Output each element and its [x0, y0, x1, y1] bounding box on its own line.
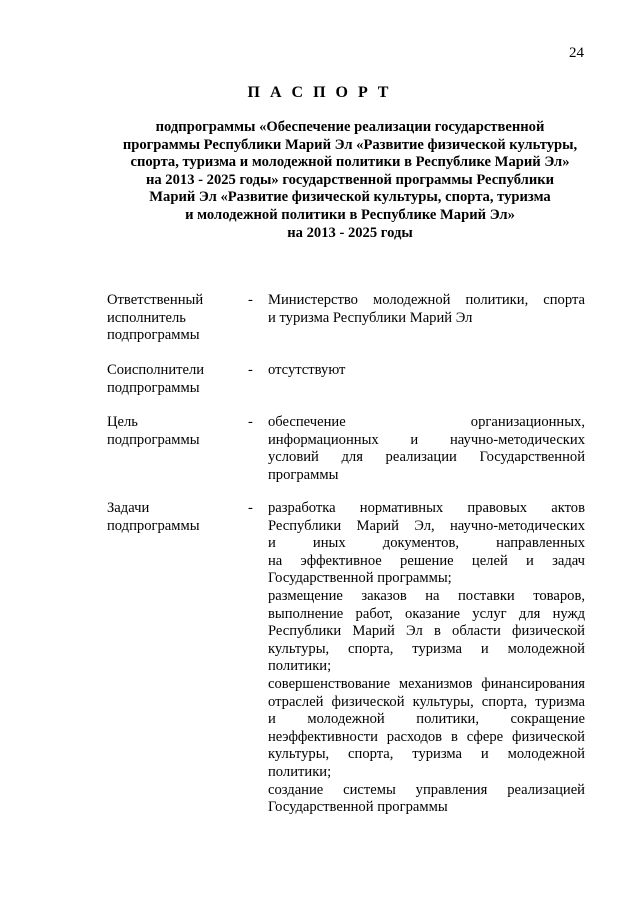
- row-value-line: культуры, спорта, туризма и молодежной: [268, 746, 585, 763]
- row-dash: -: [248, 500, 253, 516]
- row-value-line: отсутствуют: [268, 362, 346, 378]
- row-value-line: условий для реализации Государственной: [268, 449, 585, 466]
- subtitle-line: программы Республики Марий Эл «Развитие физической культуры,: [122, 136, 578, 153]
- row-value-line: политики;: [268, 763, 332, 780]
- row-value: [268, 414, 585, 484]
- row-label-line: подпрограммы: [107, 379, 200, 396]
- row-value-line: политики;: [268, 658, 332, 675]
- row-value-line: Республики Марий Эл в области физической: [268, 623, 585, 640]
- row-dash: -: [248, 414, 253, 430]
- page-title: П А С П О Р Т: [247, 84, 392, 101]
- row-value-line: и иных документов, направленных: [268, 535, 585, 552]
- row-value-line: Министерство молодежной политики, спорта: [268, 292, 585, 308]
- row-dash: -: [248, 362, 253, 378]
- row-label: [107, 414, 232, 449]
- row-value-line: и молодежной политики, сокращение: [268, 711, 585, 728]
- row-value-line: культуры, спорта, туризма и молодежной: [268, 640, 585, 657]
- row-value: [268, 362, 585, 380]
- row-value-line: программы: [268, 466, 339, 483]
- row-value-line: информационных и научно-методических: [268, 431, 585, 448]
- row-label-line: подпрограммы: [107, 431, 200, 448]
- row-value-line: совершенствование механизмов финансирования: [268, 675, 585, 692]
- row-label-line: Задачи: [107, 500, 150, 516]
- subtitle-line: на 2013 - 2025 годы» государственной программы Республики: [145, 171, 555, 188]
- subtitle-line: и молодежной политики в Республике Марий Эл»: [185, 206, 515, 223]
- page-number: 24: [569, 45, 584, 61]
- row-label: [107, 292, 232, 345]
- row-value-line: обеспечение организационных,: [268, 414, 585, 430]
- row-label-line: Ответственный: [107, 292, 204, 308]
- row-value-line: выполнение работ, оказание услуг для нужд: [268, 605, 585, 622]
- subtitle-line: подпрограммы «Обеспечение реализации государственной: [155, 119, 545, 135]
- row-value: [268, 500, 585, 817]
- subtitle-line: на 2013 - 2025 годы: [287, 224, 413, 241]
- row-label-line: Цель: [107, 414, 138, 430]
- row-value: [268, 292, 585, 327]
- row-value-line: Государственной программы: [268, 799, 448, 816]
- row-label-line: исполнитель: [107, 309, 186, 326]
- row-label-line: подпрограммы: [107, 327, 200, 344]
- row-label: [107, 362, 232, 397]
- row-value-line: Государственной программы;: [268, 570, 452, 587]
- row-value-line: неэффективности расходов в сфере физической: [268, 728, 585, 745]
- subtitle-line: Марий Эл «Развитие физической культуры, спорта, туризма: [149, 189, 551, 206]
- row-value-line: разработка нормативных правовых актов: [268, 500, 585, 516]
- row-value-line: размещение заказов на поставки товаров,: [268, 587, 585, 604]
- row-value-line: создание системы управления реализацией: [268, 781, 585, 798]
- row-value-line: и туризма Республики Марий Эл: [268, 309, 473, 326]
- row-value-line: Республики Марий Эл, научно-методических: [268, 517, 585, 534]
- row-value-line: отраслей физической культуры, спорта, туризма: [268, 693, 585, 710]
- row-label: [107, 500, 232, 535]
- row-label-line: подпрограммы: [107, 517, 200, 534]
- subtitle-line: спорта, туризма и молодежной политики в Республике Марий Эл»: [130, 154, 570, 171]
- row-label-line: Соисполнители: [107, 362, 205, 378]
- row-dash: -: [248, 292, 253, 308]
- subprogram-title: [100, 119, 600, 242]
- row-value-line: на эффективное решение целей и задач: [268, 552, 585, 569]
